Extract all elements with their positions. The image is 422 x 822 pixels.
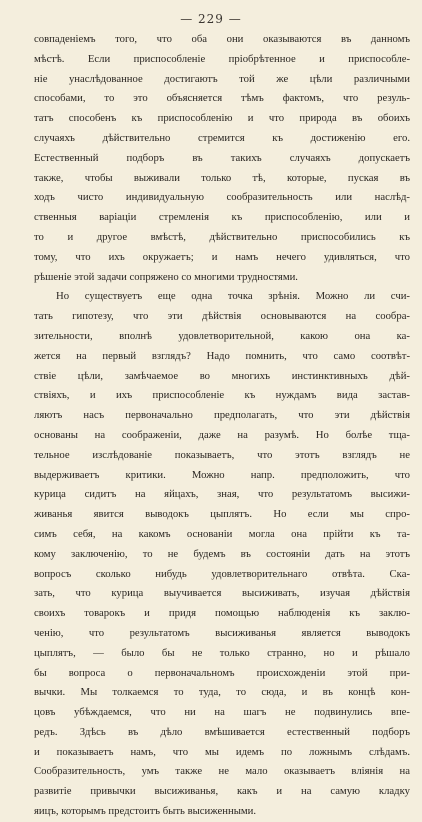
text-line: ственныя варіаціи стремленія къ приспособленію, или и [34, 211, 410, 224]
text-line: основаны на соображеніи, даже на разумѣ. Но болѣе тща- [34, 428, 410, 441]
text-line: симъ себя, на какомъ основаніи могла она прійти къ та- [34, 527, 410, 540]
text-line: способами, то это объясняется тѣмъ фактомъ, что резуль- [34, 92, 410, 105]
text-line: тельное изслѣдованіе показываетъ, что этотъ взглядъ не [34, 448, 410, 461]
text-line: бы вопроса о первоначальномъ происхожденіи этой при- [34, 666, 410, 679]
text-line: жется на первый взглядъ? Надо помнить, что само соотвѣт- [34, 349, 410, 362]
text-line: Сообразительность, умъ также не мало оказываетъ вліянія на [34, 765, 410, 778]
text-line: ніе унаслѣдованное достигаютъ той же цѣли различными [34, 72, 410, 85]
text-line: то и другое вмѣстѣ, дѣйствительно приспособились къ [34, 230, 410, 243]
text-line: тать гипотезу, что эти дѣйствія основываются на сообра- [34, 310, 410, 323]
text-line: редъ. Здѣсь въ дѣло вмѣшивается естественный подборъ [34, 725, 410, 738]
text-line: своихъ товарокъ и придя помощью наблюденія къ заклю- [34, 607, 410, 620]
text-line: татъ способенъ къ приспособленію и что природа въ обоихъ [34, 112, 410, 125]
text-line: кому заключенію, то не будемъ въ состояніи дать на этотъ [34, 547, 410, 560]
text-line: также, чтобы выживали только тѣ, которые, пуская въ [34, 171, 410, 184]
text-line: цыплятъ, — было бы не только странно, но и рѣшало [34, 646, 410, 659]
text-line: ствіе цѣли, замѣчаемое во многихъ инстинктивныхъ дѣй- [34, 369, 410, 382]
text-line: ствіяхъ, и ихъ приспособленіе къ нуждамъ вида застав- [34, 389, 410, 402]
text-line: рѣшеніе этой задачи сопряжено со многими трудностями. [34, 270, 298, 283]
text-line: зать, что курица выучивается высиживать, изучая дѣйствія [34, 587, 410, 600]
text-line: и показываетъ намъ, что мы идемъ по ложнымъ слѣдамъ. [34, 745, 410, 758]
text-line: совпаденіемъ того, что оба они оказываются въ данномъ [34, 33, 410, 45]
text-line: выдерживаетъ критики. Можно напр. предположить, что [34, 468, 410, 481]
text-line: Но существуетъ еще одна точка зрѣнія. Можно ли счи- [56, 290, 410, 303]
text-line: случаяхъ дѣйствительно стремится къ достиженію его. [34, 131, 410, 144]
text-line: ляютъ насъ первоначально предполагать, что эти дѣйствія [34, 409, 410, 422]
text-line: яицъ, которымъ предстоитъ быть высиженными. [34, 805, 257, 818]
page-number: — 229 — [180, 12, 242, 26]
text-line: тому, что ихъ окружаетъ; и намъ нечего удивляться, что [34, 250, 410, 263]
text-line: зительности, вполнѣ удовлетворительной, какою она ка- [34, 329, 410, 342]
body-text [34, 30, 410, 822]
text-line: развитіе привычки высиживанья, какъ и на самую кладку [34, 785, 410, 798]
text-line: курица сидитъ на яйцахъ, зная, что результатомъ высижи- [34, 488, 410, 501]
text-line: вопросъ сколько нибудь удовлетворительнаго отвѣта. Ска- [34, 567, 410, 580]
text-line: ходъ чисто индивидуальную сообразительность или наслѣд- [34, 191, 410, 204]
text-line: Естественный подборъ въ такихъ случаяхъ допускаетъ [34, 151, 410, 164]
text-line: мѣстѣ. Если приспособленіе пріобрѣтенное и приспособле- [34, 52, 410, 65]
text-line: живанья явится выводокъ цыплятъ. Но если мы спро- [34, 508, 410, 521]
text-line: ченію, что результатомъ высиживанья является выводокъ [34, 626, 410, 639]
text-line: вычки. Мы толкаемся то туда, то сюда, и въ концѣ кон- [34, 686, 410, 699]
text-line: цовъ убѣждаемся, что ни на шагъ не подвинулись впе- [34, 706, 410, 719]
